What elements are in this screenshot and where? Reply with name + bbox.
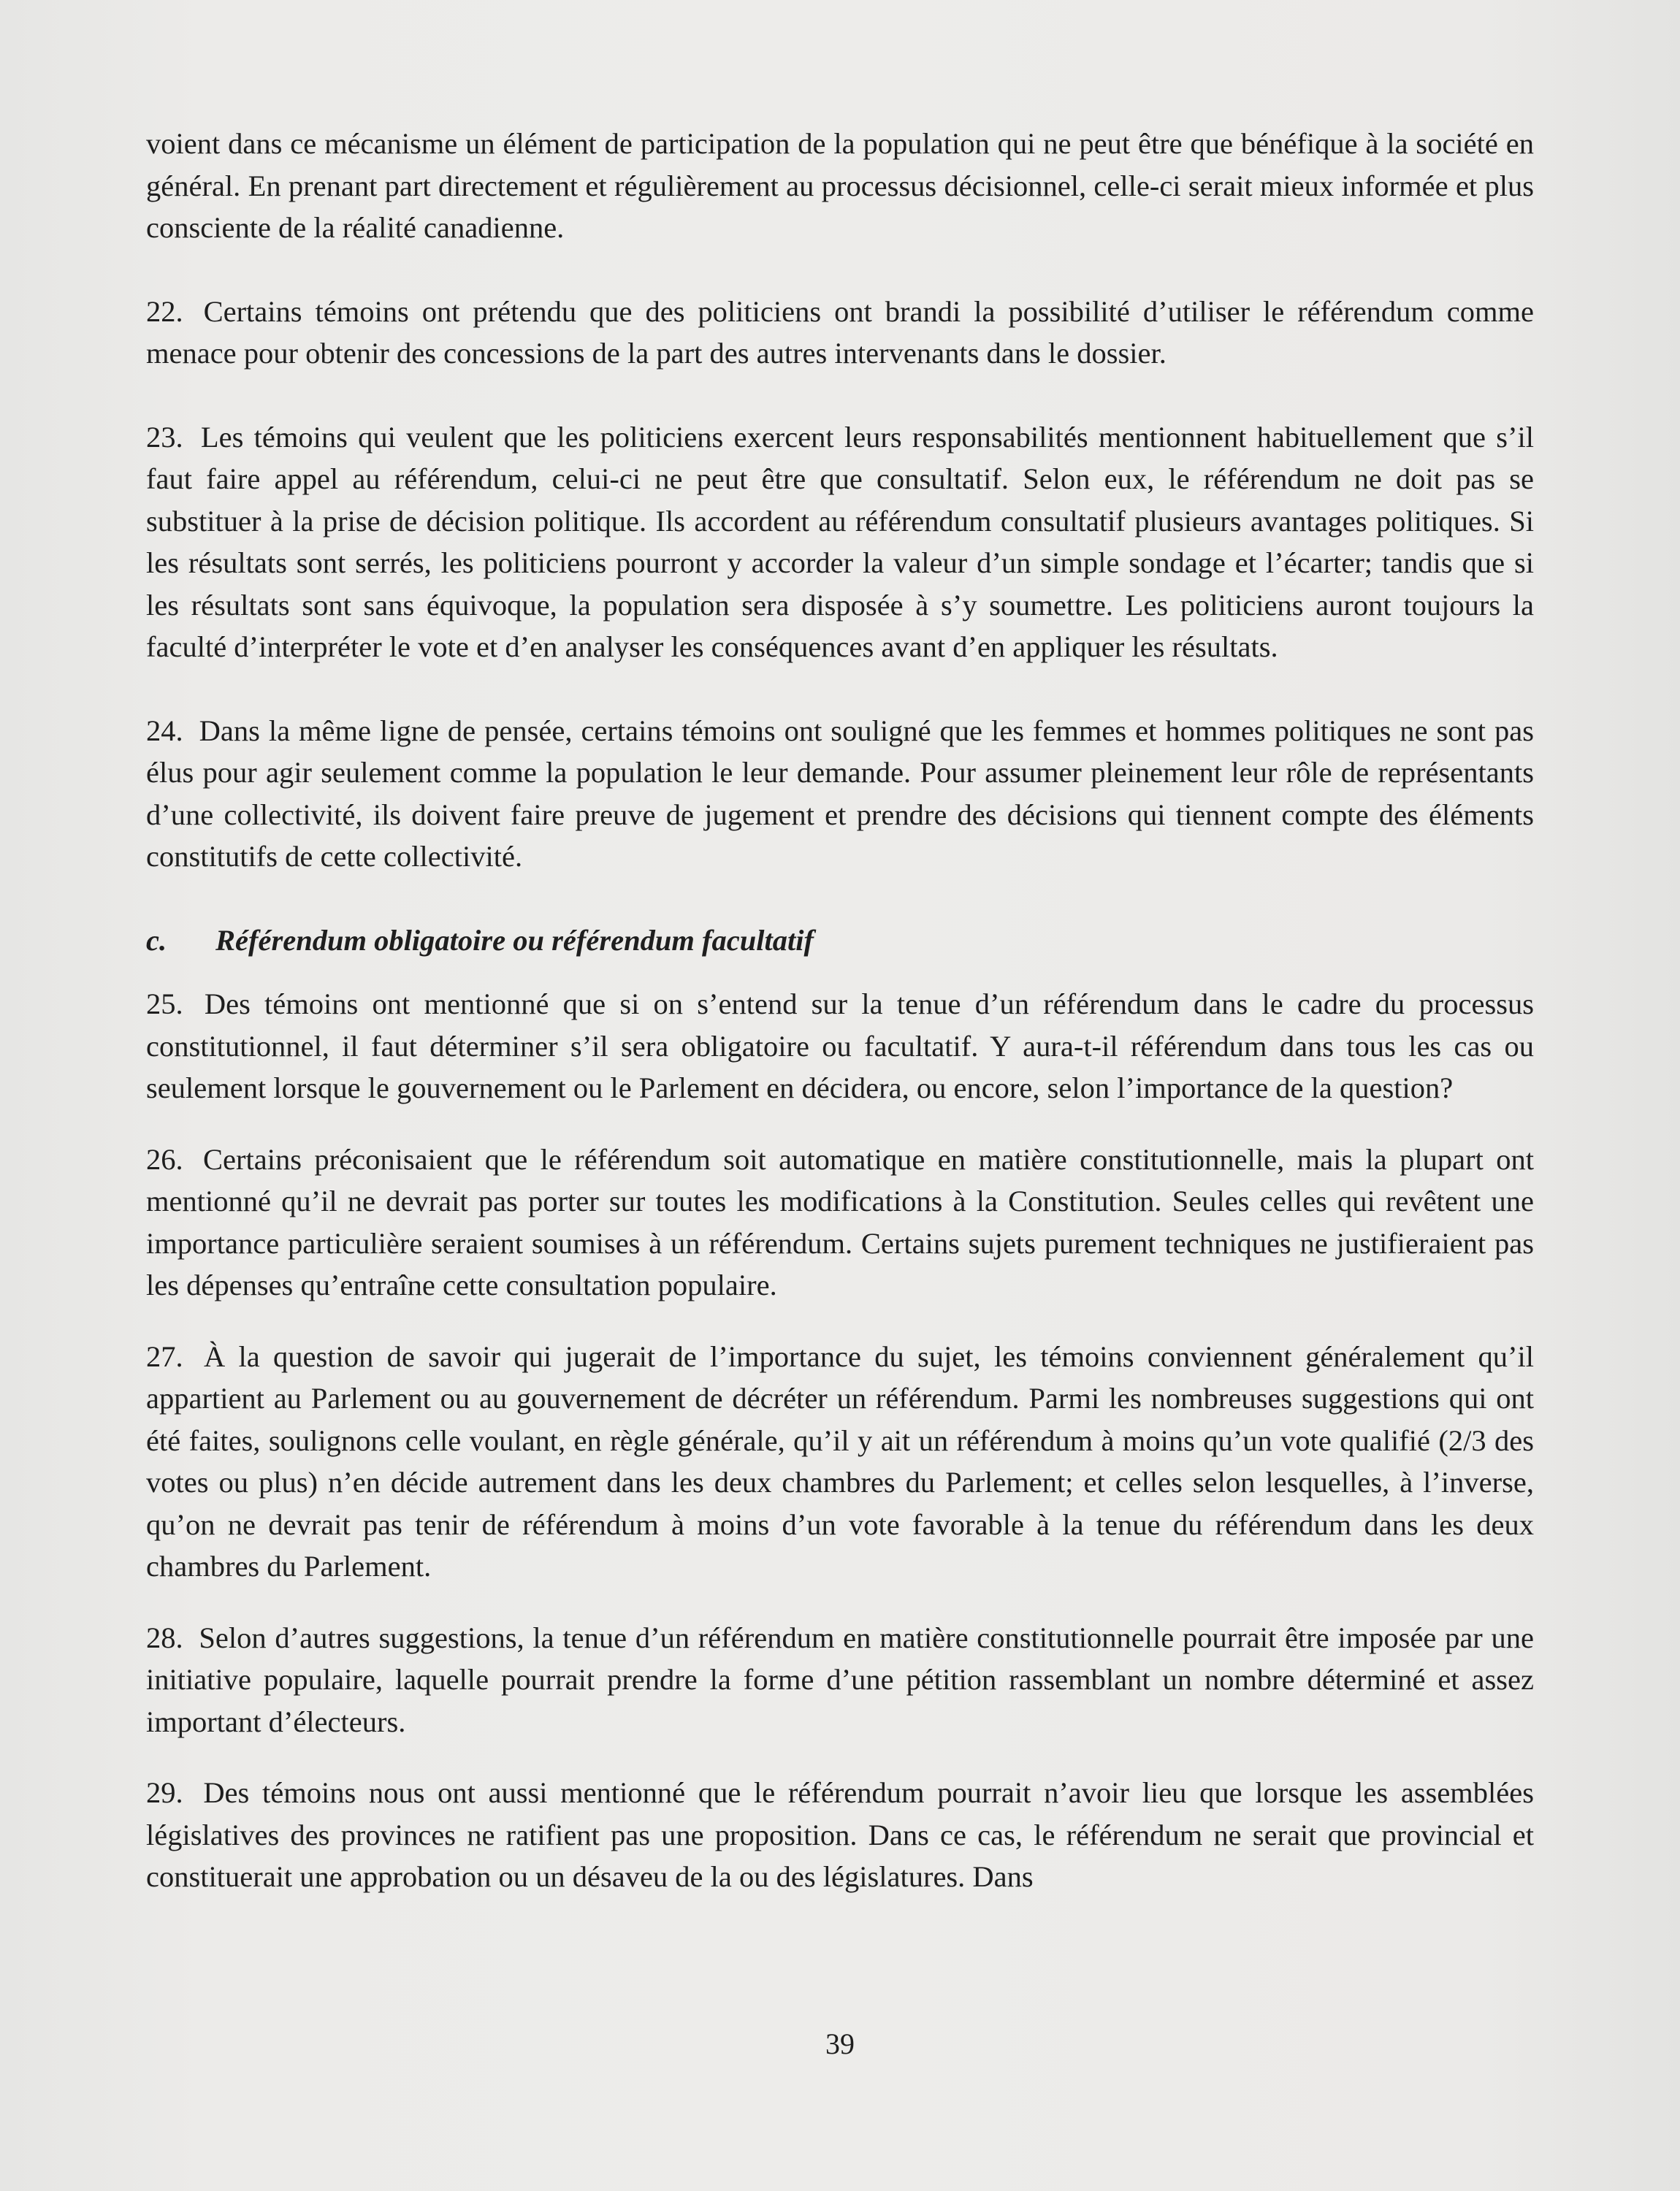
paragraph-text: Certains témoins ont prétendu que des politiciens ont brandi la possibilité d’utiliser le référendum comme menace pour obtenir des concessions de la part des autres intervenants dans le dossier. (146, 294, 1534, 370)
paragraph-number: 26. (146, 1142, 183, 1176)
page-number: 39 (825, 2027, 855, 2060)
section-letter: c. (146, 923, 167, 957)
paragraph-27 (146, 1336, 1534, 1588)
paragraph-number: 27. (146, 1339, 183, 1373)
paragraph-text: Des témoins nous ont aussi mentionné que le référendum pourrait n’avoir lieu que lorsque les assemblées législatives des provinces ne ratifient pas une proposition. Dans ce cas, le référendum ne serait que provincial et constituerait une approbation ou un désaveu de la ou des législatures. Dans (146, 1776, 1535, 1893)
section-title: Référendum obligatoire ou référendum facultatif (215, 923, 814, 957)
paragraph-text: Les témoins qui veulent que les politiciens exercent leurs responsabilités mentionnent habituellement que s’il faut faire appel au référendum, celui-ci ne peut être que consultatif. Selon eux, le référendum ne doit pas se substituer à la prise de décision politique. Ils accordent au référendum consultatif plusieurs avantages politiques. Si les résultats sont serrés, les politiciens pourront y accorder la valeur d’un simple sondage et l’écarter; tandis que si les résultats sont sans équivoque, la population sera disposée à s’y soumettre. Les politiciens auront toujours la faculté d’interpréter le vote et d’en analyser les conséquences avant d’en appliquer les résultats. (146, 420, 1535, 663)
continuation-paragraph: voient dans ce mécanisme un élément de participation de la population qui ne peut être que bénéfique à la société en général. En prenant part directement et régulièrement au processus décisionnel, celle-ci serait mieux informée et plus consciente de la réalité canadienne. (146, 127, 1534, 244)
paragraph-text: À la question de savoir qui jugerait de l’importance du sujet, les témoins conviennent généralement qu’il appartient au Parlement ou au gouvernement de décréter un référendum. Parmi les nombreuses suggestions qui ont été faites, soulignons celle voulant, en règle générale, qu’il y ait un référendum à moins qu’un vote qualifié (2/3 des votes ou plus) n’en décide autrement dans les deux chambres du Parlement; et celles selon lesquelles, à l’inverse, qu’on ne devrait pas tenir de référendum à moins d’un vote favorable à la tenue du référendum dans les deux chambres du Parlement. (146, 1339, 1534, 1583)
paragraph-number: 29. (146, 1776, 183, 1809)
paragraph-text: Des témoins ont mentionné que si on s’entend sur la tenue d’un référendum dans le cadre du processus constitutionnel, il faut déterminer s’il sera obligatoire ou facultatif. Y aura-t-il référendum dans tous les cas ou seulement lorsque le gouvernement ou le Parlement en décidera, ou encore, selon l’importance de la question? (146, 987, 1534, 1104)
paragraph-29 (146, 1772, 1534, 1898)
paragraph-number: 22. (146, 294, 183, 328)
paragraph-28 (146, 1617, 1534, 1743)
paragraph-23 (146, 416, 1534, 668)
paragraph-24 (146, 710, 1534, 878)
paragraph-text: Certains préconisaient que le référendum soit automatique en matière constitutionnelle, mais la plupart ont mentionné qu’il ne devrait pas porter sur toutes les modifications à la Constitution. Seules celles qui revêtent une importance particulière seraient soumises à un référendum. Certains sujets purement techniques ne justifieraient pas les dépenses qu’entraîne cette consultation populaire. (146, 1142, 1535, 1301)
paragraph-text: Selon d’autres suggestions, la tenue d’un référendum en matière constitutionnelle pourrait être imposée par une initiative populaire, laquelle pourrait prendre la forme d’une pétition rassemblant un nombre déterminé et assez important d’électeurs. (146, 1621, 1535, 1738)
section-heading (146, 919, 1534, 962)
paragraph-number: 25. (146, 987, 183, 1020)
paragraph-26 (146, 1139, 1534, 1307)
paragraph-number: 28. (146, 1621, 183, 1654)
paragraph-number: 24. (146, 714, 183, 747)
paragraph-22 (146, 291, 1534, 375)
page-body (146, 123, 1534, 1927)
paragraph-25 (146, 983, 1534, 1109)
paragraph-number: 23. (146, 420, 183, 454)
paragraph-text: Dans la même ligne de pensée, certains témoins ont souligné que les femmes et hommes politiques ne sont pas élus pour agir seulement comme la population le leur demande. Pour assumer pleinement leur rôle de représentants d’une collectivité, ils doivent faire preuve de jugement et prendre des décisions qui tiennent compte des éléments constitutifs de cette collectivité. (146, 714, 1534, 873)
